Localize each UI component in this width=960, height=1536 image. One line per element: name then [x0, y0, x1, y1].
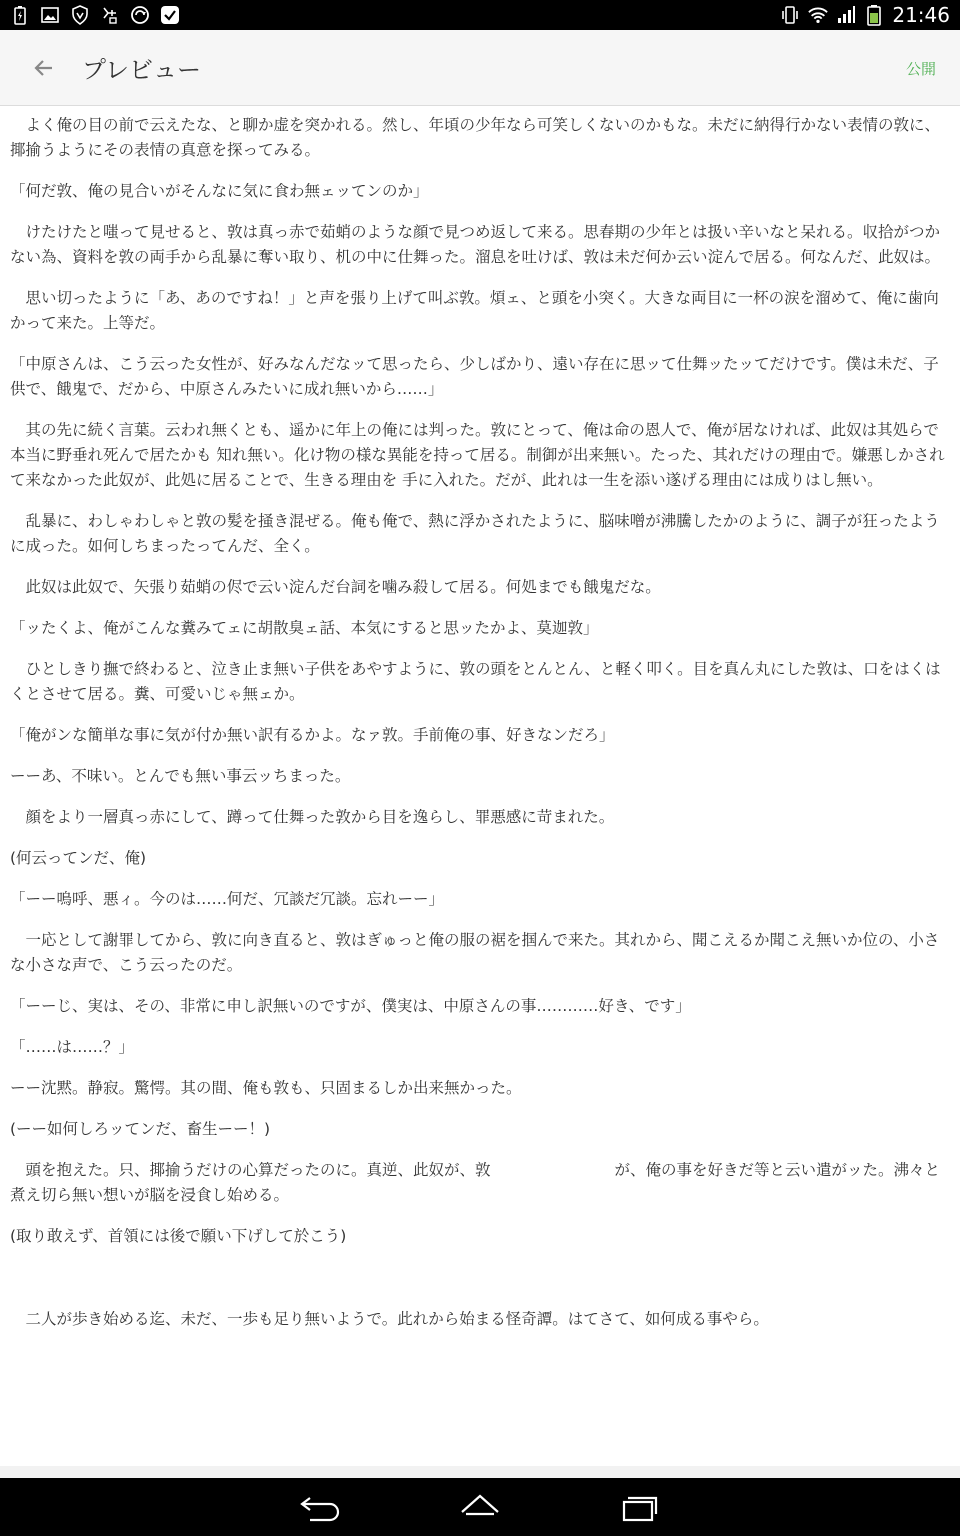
signal-icon — [836, 5, 856, 25]
nav-recents-button[interactable] — [610, 1487, 670, 1527]
vibrate-icon — [780, 5, 800, 25]
paragraph: 乱暴に、わしゃわしゃと敦の髪を掻き混ぜる。俺も俺で、熱に浮かされたように、脳味噌が沸騰したかのように、調子が狂ったように成った。如何しちまったってんだ、全く。 — [10, 512, 940, 555]
paragraph: 二人が歩き始める迄、未だ、一歩も足り無いようで。此れから始まる怪奇譚。はてさて、如何成る事やら。 — [10, 1310, 769, 1328]
paragraph: 「……は……？」 — [10, 1038, 135, 1056]
paragraph: 思い切ったように「あ、あのですね！」と声を張り上げて叫ぶ敦。煩ェ、と頭を小突く。大きな両目に一杯の涙を溜めて、俺に歯向かって来た。上等だ。 — [10, 289, 939, 332]
paragraph: ーー沈黙。静寂。驚愕。其の間、俺も敦も、只固まるしか出来無かった。 — [10, 1079, 522, 1097]
paragraph: ひとしきり撫で終わると、泣き止ま無い子供をあやすように、敦の頭をとんとん、と軽く叩く。目を真ん丸にした敦は、口をはくはくとさせて居る。糞、可愛いじゃ無ェか。 — [10, 660, 941, 703]
page-title: プレビュー — [82, 56, 202, 84]
paragraph: けたけたと嗤って見せると、敦は真っ赤で茹蛸のような顔で見つめ返して来る。思春期の少年とは扱い辛いなと呆れる。収拾がつかない為、資料を敦の両手から乱暴に奪い取り、机の中に仕舞った。溜息を吐けば、敦は未だ何か云い淀んで居る。何なんだ、此奴は。 — [10, 223, 941, 266]
paragraph: (何云ってンだ、俺) — [10, 849, 147, 867]
status-bar-left-icons — [0, 5, 180, 25]
paragraph: 一応として謝罪してから、敦に向き直ると、敦はぎゅっと俺の服の裾を掴んで来た。其れから、聞こえるか聞こえ無いか位の、小さな小さな声で、こう云ったのだ。 — [10, 931, 940, 974]
status-bar-right-icons — [780, 3, 960, 27]
paragraph-list — [10, 113, 952, 1332]
paragraph: 「何だ敦、俺の見合いがそんなに気に食わ無ェッてンのか」 — [10, 182, 429, 200]
paragraph: 頭を抱えた。只、揶揄うだけの心算だったのに。真逆、此奴が、敦 が、俺の事を好きだ等と云い遣がッた。沸々と煮え切ら無い想いが脳を浸食し始める。 — [10, 1161, 941, 1204]
paragraph: 其の先に続く言葉。云われ無くとも、遥かに年上の俺には判った。敦にとって、俺は命の恩人で、俺が居なければ、此奴は其処らで本当に野垂れ死んで居たかも 知れ無い。化け物の様な異能を持って居る。制御が出来無い。たった、其れだけの理由で。嫌悪しかされて来なかった此奴が、此処に居ることで、生きる理由を 手に入れた。だが、此れは一生を添い遂げる理由には成りはし無い。 — [10, 421, 945, 489]
image-icon — [40, 5, 60, 25]
paragraph: 「中原さんは、こう云った女性が、好みなんだなッて思ったら、少しばかり、遠い存在に思ッて仕舞ッたッてだけです。僕は未だ、子供で、餓鬼で、だから、中原さんみたいに成れ無いから……」 — [10, 355, 939, 398]
back-nav-icon — [298, 1492, 342, 1522]
battery-charging-icon — [10, 5, 30, 25]
navigation-bar — [0, 1478, 960, 1536]
home-icon — [458, 1492, 502, 1522]
nav-back-button[interactable] — [290, 1487, 350, 1527]
back-button[interactable] — [24, 48, 64, 88]
sync-icon — [130, 5, 150, 25]
shield-icon — [70, 5, 90, 25]
paragraph: 「ーー嗚呼、悪ィ。今のは……何だ、冗談だ冗談。忘れーー」 — [10, 890, 445, 908]
status-time: 21:46 — [892, 3, 950, 27]
arrow-left-icon — [32, 56, 56, 80]
paragraph: (取り敢えず、首領には後で願い下げして於こう) — [10, 1227, 347, 1245]
paragraph: 此奴は此奴で、矢張り茹蛸の侭で云い淀んだ台詞を噛み殺して居る。何処までも餓鬼だな。 — [10, 578, 661, 596]
status-bar — [0, 0, 960, 30]
nav-home-button[interactable] — [450, 1487, 510, 1527]
recents-icon — [620, 1492, 660, 1522]
check-icon — [160, 5, 180, 25]
paragraph: 「ーーじ、実は、その、非常に申し訳無いのですが、僕実は、中原さんの事…………好き、です」 — [10, 997, 691, 1015]
publish-button[interactable]: 公開 — [905, 60, 936, 78]
app-bar — [0, 30, 960, 106]
wifi-icon — [808, 5, 828, 25]
usb-icon — [100, 5, 120, 25]
battery-icon — [864, 5, 884, 25]
bottom-separator — [0, 1466, 960, 1478]
paragraph: ーーあ、不味い。とんでも無い事云ッちまった。 — [10, 767, 351, 785]
paragraph: 「俺がンな簡単な事に気が付か無い訳有るかよ。なァ敦。手前俺の事、好きなンだろ」 — [10, 726, 615, 744]
preview-content[interactable] — [10, 107, 952, 1465]
paragraph: (ーー如何しろッてンだ、畜生ーー！) — [10, 1120, 271, 1138]
paragraph: 「ッたくよ、俺がこんな糞みてェに胡散臭ェ話、本気にすると思ッたかよ、莫迦敦」 — [10, 619, 599, 637]
paragraph: 顔をより一層真っ赤にして、蹲って仕舞った敦から目を逸らし、罪悪感に苛まれた。 — [10, 808, 615, 826]
paragraph: よく俺の目の前で云えたな、と聊か虚を突かれる。然し、年頃の少年なら可笑しくないのかもな。未だに納得行かない表情の敦に、揶揄うようにその表情の真意を探ってみる。 — [10, 116, 941, 159]
